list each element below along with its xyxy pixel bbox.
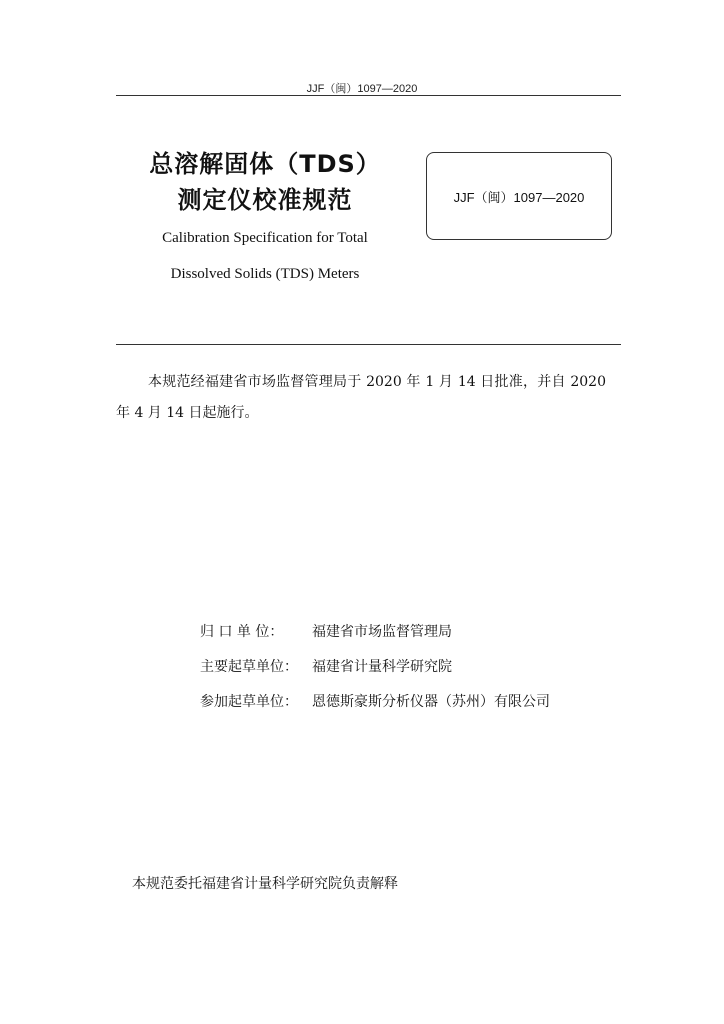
running-header-code: JJF（闽）1097—2020	[306, 83, 418, 95]
specification-code: JJF（闽）1097—2020	[453, 189, 585, 205]
approval-statement: 本规范经福建省市场监督管理局于 2020 年 1 月 14 日批准，并自 2020 年 4 月 14 日起施行。	[116, 374, 606, 421]
organization-list	[200, 620, 620, 725]
organization-label: 归 口 单 位：	[200, 624, 284, 640]
organization-value: 恩德斯豪斯分析仪器（苏州）有限公司	[312, 694, 550, 710]
title-chinese-line-2: 测定仪校准规范	[177, 186, 353, 214]
title-english-line-1: Calibration Specification for Total	[162, 230, 368, 246]
organization-value: 福建省市场监督管理局	[312, 624, 452, 640]
title-chinese-line-1: 总溶解固体（TDS）	[149, 150, 381, 178]
title-block	[110, 146, 420, 292]
organization-row-responsible	[200, 620, 620, 655]
organization-label: 主要起草单位：	[200, 659, 298, 675]
organization-label: 参加起草单位：	[200, 694, 298, 710]
interpretation-note: 本规范委托福建省计量科学研究院负责解释	[132, 876, 398, 892]
organization-value: 福建省计量科学研究院	[312, 659, 452, 675]
title-english-line-2: Dissolved Solids (TDS) Meters	[170, 266, 360, 282]
section-divider	[116, 344, 621, 345]
header-divider	[116, 95, 621, 96]
organization-row-main-drafter	[200, 655, 620, 690]
specification-code-box	[426, 152, 612, 240]
organization-row-participating-drafter	[200, 690, 620, 725]
